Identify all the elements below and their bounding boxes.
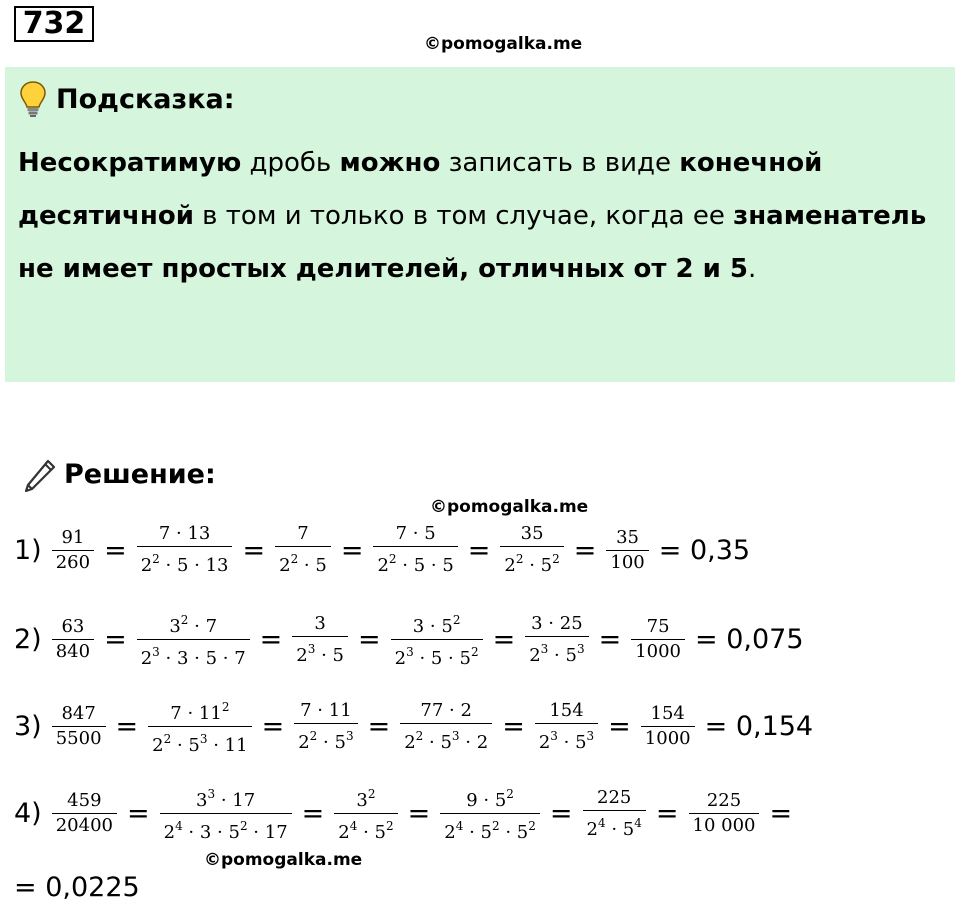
fraction xyxy=(391,608,483,671)
numerator: 154 xyxy=(549,699,584,721)
equals-sign: = xyxy=(549,798,573,829)
denominator: 5500 xyxy=(55,728,102,749)
row-label: 2) xyxy=(14,624,42,655)
numerator: 35 xyxy=(520,523,544,544)
equals-sign: = xyxy=(655,798,679,829)
fraction xyxy=(148,695,251,758)
denominator: $2^2 \cdot 5 \cdot 5$ xyxy=(377,552,454,576)
denominator: $2^2 \cdot 5$ xyxy=(279,552,327,576)
denominator: 260 xyxy=(55,551,91,573)
numerator: $3^2 \cdot 7$ xyxy=(169,613,218,637)
denominator: $2^3 \cdot 5 \cdot 5^2$ xyxy=(394,645,479,669)
fraction xyxy=(137,608,250,671)
numerator: $7 \cdot 11^2$ xyxy=(170,700,230,724)
equals-sign: = xyxy=(301,798,325,829)
problem-number: 732 xyxy=(14,6,94,42)
equals-sign: = xyxy=(367,711,391,742)
equals-sign: = xyxy=(104,534,127,566)
numerator: 847 xyxy=(61,703,96,724)
numerator: 7 xyxy=(297,523,309,544)
numerator: $3^3 \cdot 17$ xyxy=(196,787,256,811)
equals-sign: = xyxy=(242,534,266,566)
equals-sign: = xyxy=(598,624,622,655)
hint-segment: знаменатель не имеет простых делителей, отличных от 2 и 5 xyxy=(18,201,927,284)
watermark-top: ©pomogalka.me xyxy=(424,34,583,54)
row-label: 4) xyxy=(14,798,42,829)
fraction xyxy=(294,699,357,755)
fraction xyxy=(400,699,492,755)
denominator: $2^3 \cdot 5$ xyxy=(296,641,344,666)
fraction xyxy=(689,789,760,838)
row-label: 1) xyxy=(14,534,42,566)
pencil-icon xyxy=(20,455,58,493)
fraction xyxy=(137,522,233,578)
fraction xyxy=(535,699,598,755)
row-label: 3) xyxy=(14,711,42,742)
numerator: 63 xyxy=(61,616,85,637)
equals-sign: = xyxy=(104,624,127,655)
lightbulb-icon xyxy=(18,80,48,118)
equals-sign: = xyxy=(261,711,285,742)
denominator: 1000 xyxy=(644,728,691,749)
equals-sign: = xyxy=(573,534,597,566)
denominator: $2^4 \cdot 5^2 \cdot 5^2$ xyxy=(444,819,536,843)
row-result: = 0,35 xyxy=(658,534,751,566)
equals-sign: = xyxy=(115,711,139,742)
denominator: 100 xyxy=(610,551,645,573)
solution-row-3 xyxy=(14,695,813,758)
denominator: 840 xyxy=(55,641,91,662)
fraction xyxy=(641,702,695,751)
numerator: 459 xyxy=(67,790,102,811)
row-result: = xyxy=(769,798,793,829)
hint-segment: дробь xyxy=(241,148,340,178)
hint-segment: записать в виде xyxy=(440,148,680,178)
hint-segment: . xyxy=(748,254,757,284)
numerator: 154 xyxy=(650,703,685,724)
denominator: $2^3 \cdot 5^3$ xyxy=(538,728,595,753)
denominator: 1000 xyxy=(635,641,682,662)
denominator: $2^4 \cdot 5^2$ xyxy=(338,819,394,843)
fraction xyxy=(373,522,457,578)
hint-segment: конечной десятичной xyxy=(18,148,823,231)
fraction xyxy=(52,615,94,664)
numerator: 3 · 25 xyxy=(531,612,583,634)
denominator: $2^2 \cdot 5^3$ xyxy=(298,728,354,753)
fraction xyxy=(631,615,685,664)
hint-segment: Несократимую xyxy=(18,148,242,178)
denominator: $2^2 \cdot 5^2$ xyxy=(504,552,560,576)
denominator: $2^4 \cdot 5^4$ xyxy=(586,815,642,840)
solution-row-1 xyxy=(14,522,750,578)
fraction xyxy=(52,526,94,575)
numerator: 225 xyxy=(597,786,632,808)
denominator: $2^2 \cdot 5^3 \cdot 2$ xyxy=(404,728,489,753)
fraction xyxy=(440,782,540,845)
numerator: 35 xyxy=(616,526,640,548)
numerator: 75 xyxy=(646,616,670,637)
equals-sign: = xyxy=(358,624,381,655)
numerator: 7 · 5 xyxy=(395,523,436,544)
fraction xyxy=(52,789,117,838)
numerator: $3 \cdot 5^2$ xyxy=(412,613,461,637)
hint-title-text: Подсказка: xyxy=(56,83,235,115)
equals-sign: = xyxy=(126,798,150,829)
numerator: 7 · 11 xyxy=(300,699,352,721)
denominator: $2^3 \cdot 5^3$ xyxy=(529,641,585,666)
numerator: $9 \cdot 5^2$ xyxy=(466,787,514,811)
solution-title-text: Решение: xyxy=(64,458,216,490)
numerator: 91 xyxy=(61,526,85,548)
numerator: 77 · 2 xyxy=(420,699,472,721)
hint-text xyxy=(18,137,938,296)
equals-sign: = xyxy=(608,711,631,742)
numerator: 225 xyxy=(706,790,742,811)
denominator: $2^3 \cdot 3 \cdot 5 \cdot 7$ xyxy=(140,645,246,669)
equals-sign: = xyxy=(467,534,491,566)
fraction xyxy=(500,522,563,578)
equals-sign: = xyxy=(502,711,525,742)
denominator: $2^4 \cdot 3 \cdot 5^2 \cdot 17$ xyxy=(163,819,288,843)
denominator: 10 000 xyxy=(692,815,756,836)
row-result: = 0,154 xyxy=(704,711,814,742)
denominator: 20400 xyxy=(55,815,113,836)
equals-sign: = xyxy=(340,534,364,566)
fraction xyxy=(292,612,348,668)
fraction xyxy=(275,522,331,578)
denominator: $2^2 \cdot 5^3 \cdot 11$ xyxy=(152,732,248,756)
numerator: 3 xyxy=(314,612,326,634)
hint-segment: можно xyxy=(339,148,441,178)
watermark-mid: ©pomogalka.me xyxy=(430,497,589,517)
fraction xyxy=(525,612,588,668)
row-result: = 0,075 xyxy=(695,624,804,655)
row-4-final-result: = 0,0225 xyxy=(14,872,140,903)
equals-sign: = xyxy=(259,624,283,655)
fraction xyxy=(583,786,646,842)
fraction xyxy=(160,782,292,845)
fraction xyxy=(606,526,648,575)
denominator: $2^2 \cdot 5 \cdot 13$ xyxy=(140,552,229,576)
hint-segment: в том и только в том случае, когда ее xyxy=(193,201,734,231)
fraction xyxy=(334,782,397,845)
numerator: $3^2$ xyxy=(356,787,376,811)
solution-row-2 xyxy=(14,608,804,671)
equals-sign: = xyxy=(492,624,516,655)
solution-title xyxy=(20,455,216,493)
equals-sign: = xyxy=(407,798,431,829)
hint-title xyxy=(18,80,235,118)
watermark-bottom: ©pomogalka.me xyxy=(204,850,363,870)
fraction xyxy=(52,702,106,751)
solution-row-4 xyxy=(14,782,792,845)
numerator: 7 · 13 xyxy=(158,523,211,544)
